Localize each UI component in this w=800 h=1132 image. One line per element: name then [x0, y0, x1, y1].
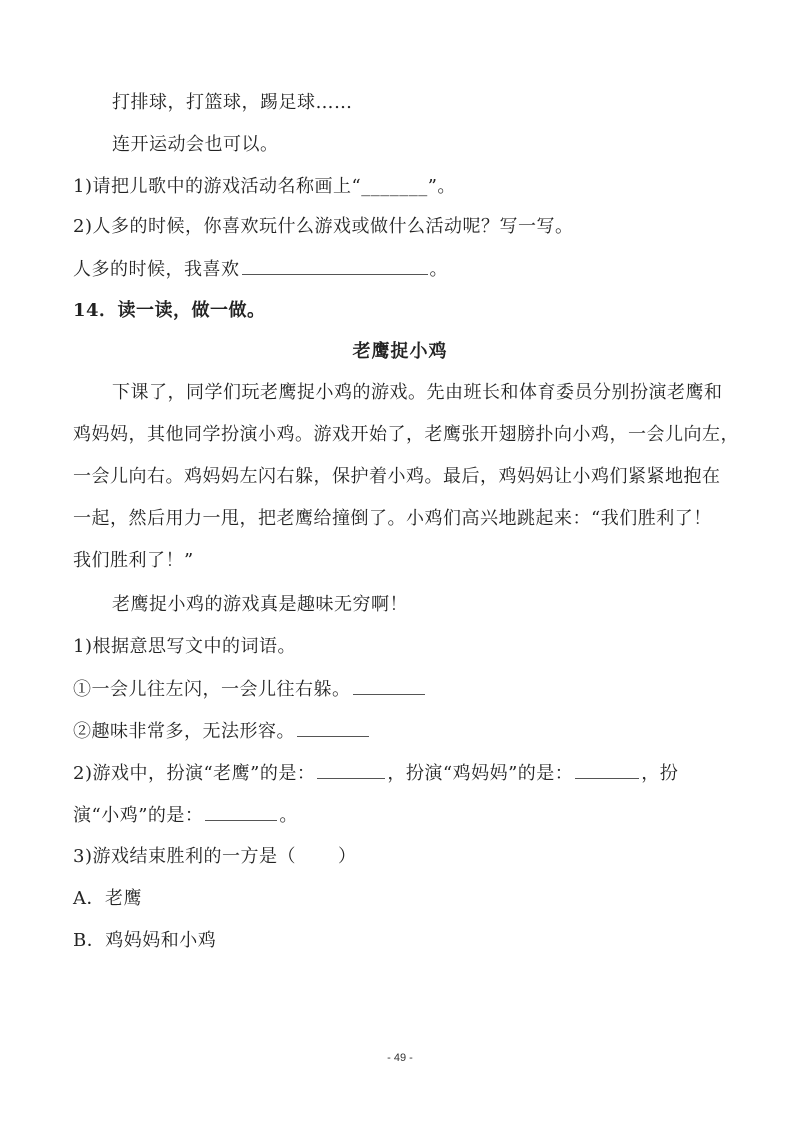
q13-answer-prefix: 人多的时候，我喜欢 [73, 259, 240, 280]
q14-sub3 [73, 846, 356, 868]
q13-sub1 [73, 176, 456, 198]
q14-sub1-b [73, 720, 371, 743]
story-line-5: 我们胜利了！” [73, 550, 194, 571]
q14-sub1-b-blank[interactable] [297, 720, 369, 737]
q13-answer-line [73, 258, 448, 281]
chick-role-blank[interactable] [205, 804, 277, 821]
q14-sub3-text: 3)游戏结束胜利的一方是（ [73, 846, 296, 867]
q14-sub2-line2-end: 。 [279, 805, 298, 826]
story-line-3: 一会儿向右。鸡妈妈左闪右躲，保护着小鸡。最后，鸡妈妈让小鸡们紧紧地抱在 [73, 466, 721, 487]
q13-answer-blank[interactable] [242, 258, 428, 275]
q14-sub2-part2: ，扮演“鸡妈妈”的是： [387, 763, 574, 784]
q14-sub3-end: ） [337, 846, 357, 867]
q14-sub2-part1: 2)游戏中，扮演“老鹰”的是： [73, 763, 316, 784]
q14-sub2-part3: ，扮 [641, 763, 679, 784]
q14-sub1: 1)根据意思写文中的词语。 [73, 636, 296, 657]
q14-sub2-line2-start: 演“小鸡”的是： [73, 805, 204, 826]
option-a[interactable]: A．老鹰 [73, 888, 142, 909]
q14-sub1-b-text: ②趣味非常多，无法形容。 [73, 721, 295, 742]
story-line-4: 一起，然后用力一甩，把老鹰给撞倒了。小鸡们高兴地跳起来：“我们胜利了！ [73, 508, 712, 529]
poem-line-2: 连开运动会也可以。 [112, 134, 279, 155]
q13-sub1-blank: _______ [361, 176, 428, 197]
q13-sub2: 2)人多的时候，你喜欢玩什么游戏或做什么活动呢？写一写。 [73, 216, 574, 237]
story-line-2: 鸡妈妈，其他同学扮演小鸡。游戏开始了，老鹰张开翅膀扑向小鸡，一会儿向左， [73, 424, 739, 445]
q13-sub1-end: ”。 [427, 176, 456, 197]
q13-sub1-text: 1)请把儿歌中的游戏活动名称画上“ [73, 176, 362, 197]
option-b[interactable]: B．鸡妈妈和小鸡 [73, 930, 217, 951]
eagle-role-blank[interactable] [317, 762, 385, 779]
story-line-1: 下课了，同学们玩老鹰捉小鸡的游戏。先由班长和体育委员分别扮演老鹰和 [112, 382, 723, 403]
poem-line-1: 打排球，打篮球，踢足球…… [112, 92, 353, 113]
q14-sub1-a-text: ①一会儿往左闪，一会儿往右躲。 [73, 679, 351, 700]
q14-sub2-line2 [73, 804, 298, 827]
q14-sub1-a-blank[interactable] [353, 678, 425, 695]
q13-answer-suffix: 。 [429, 259, 448, 280]
q14-sub1-a [73, 678, 427, 701]
story-title: 老鹰捉小鸡 [352, 341, 448, 362]
hen-role-blank[interactable] [575, 762, 639, 779]
story-closing: 老鹰捉小鸡的游戏真是趣味无穷啊！ [112, 594, 408, 615]
q14-heading: 14．读一读，做一做。 [73, 300, 266, 321]
q14-sub2-line1 [73, 762, 678, 785]
page-number: - 49 - [387, 1052, 413, 1064]
